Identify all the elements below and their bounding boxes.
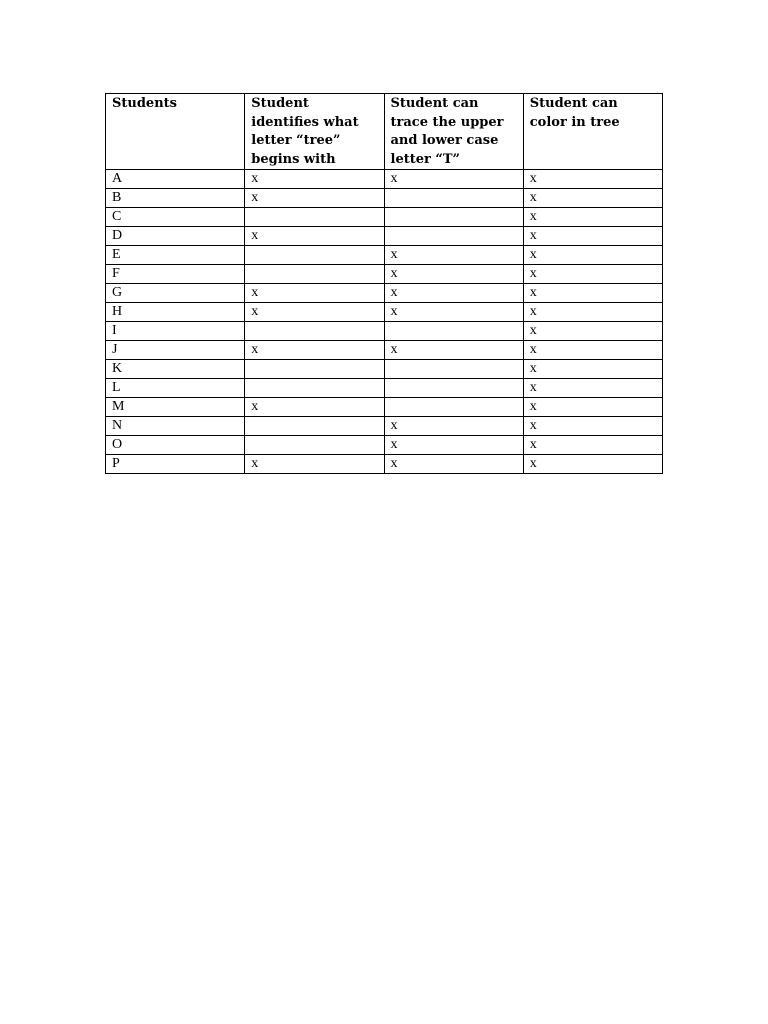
trace-letter-cell: x — [384, 303, 523, 322]
trace-letter-cell: x — [384, 341, 523, 360]
trace-letter-cell — [384, 398, 523, 417]
color-tree-cell: x — [523, 189, 662, 208]
identifies-letter-cell — [245, 208, 384, 227]
color-tree-cell: x — [523, 322, 662, 341]
student-name-cell: B — [106, 189, 245, 208]
trace-letter-cell — [384, 208, 523, 227]
identifies-letter-cell: x — [245, 341, 384, 360]
identifies-letter-cell — [245, 379, 384, 398]
color-tree-cell: x — [523, 246, 662, 265]
student-name-cell: M — [106, 398, 245, 417]
header-row — [106, 94, 663, 170]
trace-letter-cell — [384, 227, 523, 246]
table-body — [106, 170, 663, 474]
student-checklist-table — [105, 93, 663, 474]
color-tree-cell: x — [523, 170, 662, 189]
table-row — [106, 170, 663, 189]
table-row — [106, 246, 663, 265]
student-name-cell: J — [106, 341, 245, 360]
table-row — [106, 208, 663, 227]
color-tree-cell: x — [523, 436, 662, 455]
table-row — [106, 455, 663, 474]
student-name-cell: G — [106, 284, 245, 303]
color-tree-cell: x — [523, 208, 662, 227]
color-tree-cell: x — [523, 341, 662, 360]
table-row — [106, 398, 663, 417]
student-name-cell: D — [106, 227, 245, 246]
color-tree-cell: x — [523, 455, 662, 474]
trace-letter-cell: x — [384, 170, 523, 189]
identifies-letter-cell — [245, 246, 384, 265]
identifies-letter-cell: x — [245, 398, 384, 417]
trace-letter-cell: x — [384, 436, 523, 455]
table-row — [106, 360, 663, 379]
identifies-letter-cell — [245, 265, 384, 284]
trace-letter-cell: x — [384, 265, 523, 284]
trace-letter-cell: x — [384, 284, 523, 303]
trace-letter-cell: x — [384, 246, 523, 265]
student-name-cell: P — [106, 455, 245, 474]
student-name-cell: F — [106, 265, 245, 284]
student-name-cell: N — [106, 417, 245, 436]
student-name-cell: E — [106, 246, 245, 265]
identifies-letter-cell — [245, 417, 384, 436]
identifies-letter-cell: x — [245, 227, 384, 246]
student-name-cell: H — [106, 303, 245, 322]
color-tree-cell: x — [523, 417, 662, 436]
trace-letter-cell — [384, 322, 523, 341]
identifies-letter-cell: x — [245, 189, 384, 208]
header-identifies-letter: Student identifies what letter “tree” begins with — [245, 94, 384, 170]
student-name-cell: O — [106, 436, 245, 455]
color-tree-cell: x — [523, 227, 662, 246]
identifies-letter-cell — [245, 436, 384, 455]
table-row — [106, 284, 663, 303]
color-tree-cell: x — [523, 303, 662, 322]
table-row — [106, 322, 663, 341]
student-name-cell: A — [106, 170, 245, 189]
trace-letter-cell — [384, 379, 523, 398]
color-tree-cell: x — [523, 360, 662, 379]
trace-letter-cell: x — [384, 455, 523, 474]
header-color-tree: Student can color in tree — [523, 94, 662, 170]
identifies-letter-cell: x — [245, 455, 384, 474]
identifies-letter-cell: x — [245, 284, 384, 303]
table-row — [106, 303, 663, 322]
trace-letter-cell — [384, 360, 523, 379]
color-tree-cell: x — [523, 379, 662, 398]
table-row — [106, 341, 663, 360]
identifies-letter-cell: x — [245, 170, 384, 189]
student-name-cell: K — [106, 360, 245, 379]
identifies-letter-cell: x — [245, 303, 384, 322]
table-row — [106, 379, 663, 398]
table-row — [106, 189, 663, 208]
trace-letter-cell: x — [384, 417, 523, 436]
identifies-letter-cell — [245, 360, 384, 379]
table-row — [106, 436, 663, 455]
student-name-cell: I — [106, 322, 245, 341]
trace-letter-cell — [384, 189, 523, 208]
color-tree-cell: x — [523, 265, 662, 284]
color-tree-cell: x — [523, 284, 662, 303]
table-row — [106, 227, 663, 246]
header-trace-letter: Student can trace the upper and lower case letter “T” — [384, 94, 523, 170]
header-students: Students — [106, 94, 245, 170]
identifies-letter-cell — [245, 322, 384, 341]
table-header — [106, 94, 663, 170]
student-name-cell: C — [106, 208, 245, 227]
table-row — [106, 265, 663, 284]
table-row — [106, 417, 663, 436]
color-tree-cell: x — [523, 398, 662, 417]
student-name-cell: L — [106, 379, 245, 398]
